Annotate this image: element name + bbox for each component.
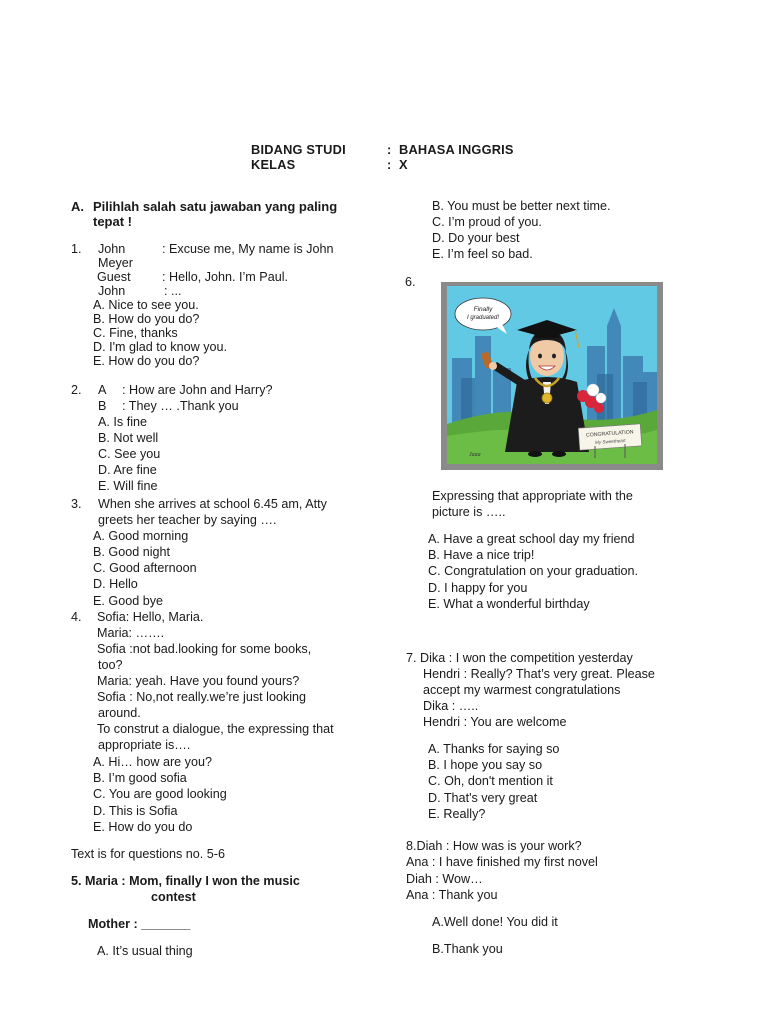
- dialogue-line: Ana : I have finished my first novel: [406, 855, 598, 869]
- question-stem: Expressing that appropriate with the: [432, 489, 633, 503]
- dialogue-line: Sofia : No,not really.we’re just looking: [97, 690, 307, 704]
- dialogue-line: Maria: …….: [97, 626, 165, 640]
- svg-text:My Sweetheart: My Sweetheart: [594, 437, 626, 446]
- option-d[interactable]: D. Are fine: [98, 463, 157, 477]
- john-line-2: : ...: [164, 284, 182, 298]
- option-d[interactable]: D. Hello: [93, 577, 138, 591]
- section-title-line1: Pilihlah salah satu jawaban yang paling: [93, 199, 338, 214]
- q5-dialogue-line: 5. Maria : Mom, finally I won the music: [71, 874, 300, 888]
- graduation-illustration: [441, 282, 663, 470]
- speaker-b-line: : They … .Thank you: [122, 399, 239, 413]
- option-c[interactable]: C. Oh, don't mention it: [428, 774, 553, 788]
- text-note: Text is for questions no. 5-6: [71, 847, 226, 861]
- dialogue-line: around.: [98, 706, 141, 720]
- option-b[interactable]: B. You must be better next time.: [432, 199, 611, 213]
- subject-value: BAHASA INGGRIS: [399, 142, 514, 157]
- option-a[interactable]: A. Is fine: [98, 415, 147, 429]
- option-b[interactable]: B. How do you do?: [93, 312, 200, 326]
- option-c[interactable]: C. See you: [98, 447, 161, 461]
- question-number: 4.: [71, 610, 82, 624]
- option-d[interactable]: D. Do your best: [432, 231, 520, 245]
- dialogue-line: Sofia: Hello, Maria.: [97, 610, 204, 624]
- option-b[interactable]: B. Have a nice trip!: [428, 548, 535, 562]
- svg-text:Finally: Finally: [473, 306, 493, 313]
- speaker-surname: Meyer: [98, 256, 133, 270]
- speaker-john-2: John: [98, 284, 126, 298]
- graduation-image: [447, 286, 657, 464]
- option-a[interactable]: A. It’s usual thing: [97, 944, 193, 958]
- question-stem: To construt a dialogue, the expressing that: [97, 722, 334, 736]
- dialogue-line: Dika : …..: [423, 699, 479, 713]
- option-d[interactable]: D. I'm glad to know you.: [93, 340, 227, 354]
- dialogue-line: Ana : Thank you: [406, 888, 498, 902]
- class-separator: :: [387, 157, 392, 172]
- question-stem-2: appropriate is….: [98, 738, 191, 752]
- option-e[interactable]: E. How do you do: [93, 820, 193, 834]
- option-e[interactable]: E. What a wonderful birthday: [428, 597, 590, 611]
- option-b[interactable]: B. Not well: [98, 431, 159, 445]
- question-stem: When she arrives at school 6.45 am, Atty: [98, 497, 327, 511]
- dialogue-line: 8.Diah : How was is your work?: [406, 839, 582, 853]
- question-stem-2: greets her teacher by saying ….: [98, 513, 277, 527]
- subject-separator: :: [387, 142, 392, 157]
- dialogue-line: too?: [98, 658, 123, 672]
- question-number: 1.: [71, 242, 82, 256]
- option-e[interactable]: E. Really?: [428, 807, 486, 821]
- speaker-john: John: [98, 242, 126, 256]
- dialogue-line: Hendri : Really? That’s very great. Please: [423, 667, 655, 681]
- dialogue-line: Sofia :not bad.looking for some books,: [97, 642, 312, 656]
- option-b[interactable]: B. Good night: [93, 545, 171, 559]
- speaker-guest: Guest: [97, 270, 131, 284]
- option-a[interactable]: A.Well done! You did it: [432, 915, 558, 929]
- dialogue-line: Diah : Wow…: [406, 872, 483, 886]
- dialogue-line: 7. Dika : I won the competition yesterday: [406, 651, 633, 665]
- question-stem-2: picture is …..: [432, 505, 506, 519]
- option-d[interactable]: D. That's very great: [428, 791, 538, 805]
- question-number: 2.: [71, 383, 82, 397]
- dialogue-line: accept my warmest congratulations: [423, 683, 621, 697]
- question-number: 3.: [71, 497, 82, 511]
- svg-text:I graduated!: I graduated!: [466, 315, 500, 321]
- q5-mother-line: Mother : _______: [88, 917, 191, 931]
- speaker-b: B: [98, 399, 107, 413]
- option-e[interactable]: E. How do you do?: [93, 354, 200, 368]
- option-c[interactable]: C. Good afternoon: [93, 561, 197, 575]
- speaker-a: A: [98, 383, 107, 397]
- subject-label: BIDANG STUDI: [251, 142, 346, 157]
- guest-line: : Hello, John. I’m Paul.: [162, 270, 288, 284]
- option-e[interactable]: E. I’m feel so bad.: [432, 247, 533, 261]
- option-d[interactable]: D. This is Sofia: [93, 804, 178, 818]
- option-a[interactable]: A. Thanks for saying so: [428, 742, 560, 756]
- option-a[interactable]: A. Have a great school day my friend: [428, 532, 635, 546]
- section-letter: A.: [71, 199, 84, 214]
- dialogue-line: Maria: yeah. Have you found yours?: [97, 674, 300, 688]
- class-value: X: [399, 157, 408, 172]
- option-a[interactable]: A. Nice to see you.: [93, 298, 199, 312]
- svg-text:CONGRATULATION: CONGRATULATION: [585, 429, 634, 439]
- option-b[interactable]: B. I hope you say so: [428, 758, 543, 772]
- option-b[interactable]: B.Thank you: [432, 942, 503, 956]
- option-e[interactable]: E. Good bye: [93, 594, 164, 608]
- john-line: : Excuse me, My name is John: [162, 242, 334, 256]
- option-a[interactable]: A. Hi… how are you?: [93, 755, 212, 769]
- option-b[interactable]: B. I’m good sofia: [93, 771, 187, 785]
- option-e[interactable]: E. Will fine: [98, 479, 158, 493]
- dialogue-line: Hendri : You are welcome: [423, 715, 567, 729]
- option-c[interactable]: C. Fine, thanks: [93, 326, 178, 340]
- option-c[interactable]: C. You are good looking: [93, 787, 227, 801]
- option-d[interactable]: D. I happy for you: [428, 581, 528, 595]
- option-c[interactable]: C. I’m proud of you.: [432, 215, 542, 229]
- q5-dialogue-line-2: contest: [151, 890, 196, 904]
- speaker-a-line: : How are John and Harry?: [122, 383, 273, 397]
- option-a[interactable]: A. Good morning: [93, 529, 189, 543]
- question-number: 6.: [405, 275, 416, 289]
- section-title-line2: tepat !: [93, 214, 132, 229]
- option-c[interactable]: C. Congratulation on your graduation.: [428, 564, 639, 578]
- class-label: KELAS: [251, 157, 296, 172]
- svg-text:Jaaa: Jaaa: [469, 452, 481, 458]
